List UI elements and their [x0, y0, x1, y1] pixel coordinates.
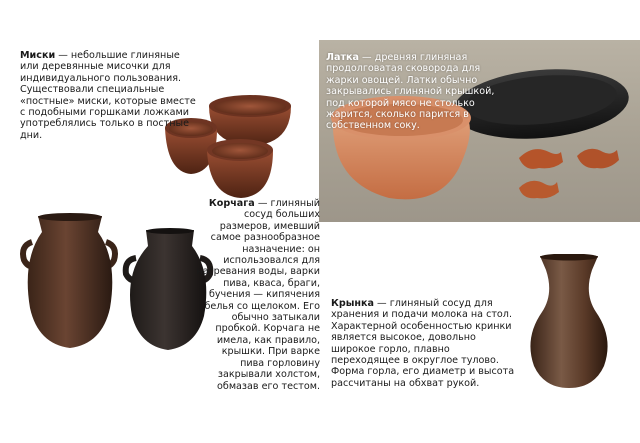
korchaga-description: [196, 198, 320, 392]
latka-description: [326, 52, 506, 132]
krynka-photo: [524, 254, 614, 390]
latka-text: — древняя глиняная продолговатая сковорода для жарки овощей. Латки обычно закрывались глиняной крышкой, под которой мясо не столько жарится, сколько парится в собственном соку.: [326, 52, 495, 132]
krynka-description: [331, 298, 521, 389]
latka-title: Латка: [326, 52, 359, 63]
krynka-text: — глиняный сосуд для хранения и подачи молока на стол. Характерной особенностью кринки является высокое, довольно широкое горло, плавно переходящее в округлое тулово. Форма горла, его диаметр и высота рассчитаны на обхват рукой.: [331, 298, 515, 389]
korchaga-title: Корчага: [208, 198, 255, 209]
krynka-title: Крынка: [331, 298, 374, 309]
korchaga-photo: [18, 212, 218, 352]
korchaga-text: — глиняный сосуд больших размеров, имевший самое разнообразное назначение: он использовался для нагревания воды, варки пива, кваса, браги, бучения — кипячения белья со щелоком. Его обычно затыкали пробкой. Корчага не имела, как правило, крышки. При варке пива горловину закрывали холстом, обмазав его тестом.: [196, 198, 320, 392]
miski-title: Миски: [20, 50, 56, 61]
miski-description: [20, 50, 196, 141]
miski-text: — небольшие глиняные или деревянные мисочки для индивидуального пользования. Существовали специальные «постные» миски, которые вместе с подобными горшками ложками употреблялись только в постные дни.: [20, 50, 196, 141]
